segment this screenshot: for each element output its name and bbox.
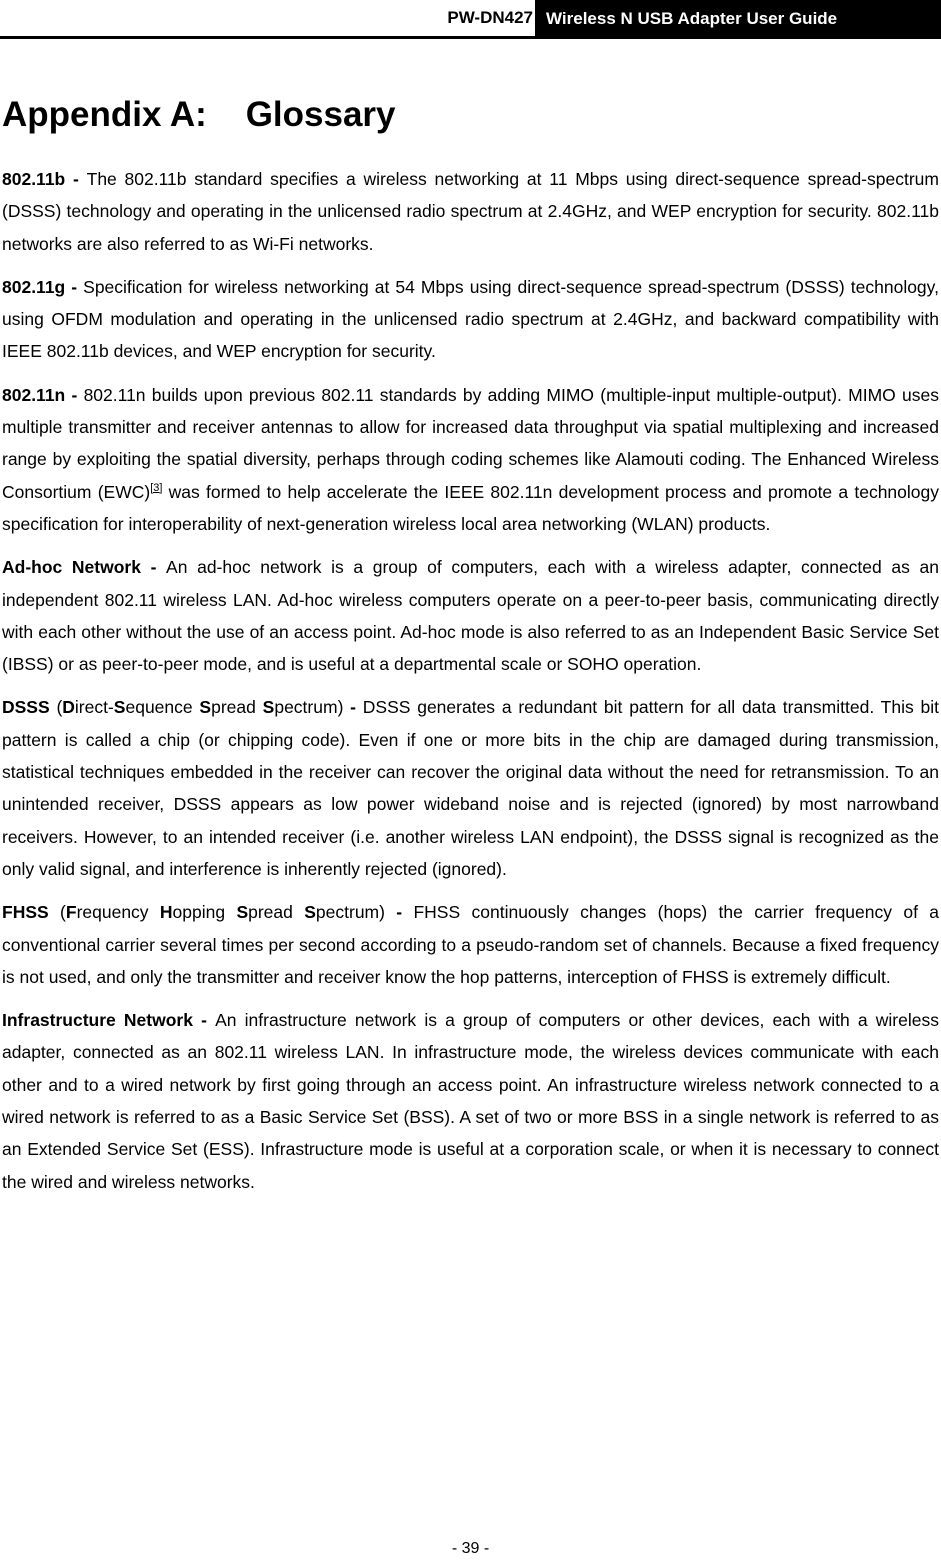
glossary-definition: 802.11n builds upon previous 802.11 standards by adding MIMO (multiple-input multiple-output). MIMO uses multiple transmitter and receiver antennas to allow for increased data throughput via spatial multiplexing and increased range by exploiting the spatial diversity, perhaps through coding schemes like Alamouti coding. The Enhanced Wireless Consortium (EWC) bbox=[2, 384, 939, 502]
expansion-initial: S bbox=[304, 902, 316, 923]
expansion-rest: requency bbox=[76, 902, 160, 923]
glossary-entry-80211n bbox=[2, 379, 939, 540]
glossary-definition: Specification for wireless networking at 54 Mbps using direct-sequence spread-spectrum (DSSS) technology, using OFDM modulation and operating in the unlicensed radio spectrum at 2.4GHz, and backward compatibility with IEEE 802.11b devices, and WEP encryption for security. bbox=[2, 276, 939, 362]
term-separator: - bbox=[65, 384, 84, 405]
glossary-definition: An infrastructure network is a group of computers or other devices, each with a wireless adapter, connected as an 802.11 wireless LAN. In infrastructure mode, the wireless devices communicate with each other and to a wired network by first going through an access point. An infrastructure wireless network connected to a wired network is referred to as a Basic Service Set (BSS). A set of two or more BSS in a single network is referred to as an Extended Service Set (ESS). Infrastructure mode is useful at a corporation scale, or when it is necessary to connect the wired and wireless networks. bbox=[2, 1010, 939, 1192]
glossary-entry-adhoc-network bbox=[2, 551, 939, 680]
term-separator: - bbox=[192, 1010, 216, 1031]
model-label: PW-DN427 bbox=[447, 8, 533, 27]
expansion-rest: pectrum bbox=[274, 697, 338, 718]
glossary-term: 802.11g bbox=[2, 276, 66, 297]
guide-title-tab: Wireless N USB Adapter User Guide bbox=[535, 0, 941, 38]
page-title: Appendix A: Glossary bbox=[2, 95, 396, 134]
glossary-entry-80211g bbox=[2, 271, 939, 368]
expansion-rest: pread bbox=[211, 697, 263, 718]
expansion-rest: pread bbox=[248, 902, 305, 923]
glossary-entry-80211b bbox=[2, 163, 939, 260]
glossary-term: 802.11n bbox=[2, 384, 66, 405]
page-header bbox=[0, 0, 941, 40]
page-number: - 39 - bbox=[451, 1540, 490, 1557]
footnote-reference-link[interactable]: [3] bbox=[150, 481, 163, 494]
expansion-initial: S bbox=[236, 902, 249, 923]
glossary-term: 802.11b bbox=[2, 169, 66, 189]
glossary-entry-infrastructure-network bbox=[2, 1004, 939, 1198]
term-separator: - bbox=[384, 902, 414, 923]
term-separator: - bbox=[343, 697, 363, 718]
expansion-initial: F bbox=[65, 902, 77, 923]
expansion-rest: irect- bbox=[74, 697, 114, 718]
glossary-definition: An ad-hoc network is a group of computers, each with a wireless adapter, connected as an independent 802.11 wireless LAN. Ad-hoc wireless computers operate on a peer-to-peer basis, communicating directly with each other without the use of an access point. Ad-hoc mode is also referred to as an Independent Basic Service Set (IBSS) or as peer-to-peer mode, and is useful at a departmental scale or SOHO operation. bbox=[2, 557, 939, 675]
expansion-initial: S bbox=[199, 697, 212, 718]
term-expansion: (Frequency Hopping Spread Spectrum) bbox=[60, 902, 385, 923]
glossary-term: FHSS bbox=[2, 902, 49, 923]
glossary-list bbox=[2, 163, 939, 1209]
expansion-initial: H bbox=[159, 902, 173, 923]
expansion-initial: S bbox=[262, 697, 275, 718]
term-separator: - bbox=[65, 169, 87, 189]
glossary-term: Infrastructure Network bbox=[2, 1010, 193, 1031]
glossary-entry-fhss bbox=[2, 896, 939, 993]
expansion-initial: D bbox=[62, 697, 75, 718]
glossary-term: DSSS bbox=[2, 697, 50, 718]
glossary-definition: FHSS continuously changes (hops) the carrier frequency of a conventional carrier several times per second according to a pseudo-random set of channels. Because a fixed frequency is not used, and only the transmitter and receiver know the hop patterns, interception of FHSS is extremely difficult. bbox=[2, 902, 940, 987]
glossary-definition: The 802.11b standard specifies a wireless networking at 11 Mbps using direct-sequence spread-spectrum (DSSS) technology and operating in the unlicensed radio spectrum at 2.4GHz, and WEP encryption for security. 802.11b networks are also referred to as Wi-Fi networks. bbox=[2, 169, 939, 254]
glossary-term: Ad-hoc Network bbox=[2, 557, 141, 578]
expansion-rest: opping bbox=[172, 902, 237, 923]
term-separator: - bbox=[65, 276, 84, 297]
expansion-rest: pectrum bbox=[315, 902, 380, 923]
header-rule bbox=[0, 36, 941, 39]
glossary-definition-continued: was formed to help accelerate the IEEE 802.11n development process and promote a technology specification for interoperability of next-generation wireless local area networking (WLAN) products. bbox=[2, 481, 939, 534]
term-expansion: (Direct-Sequence Spread Spectrum) bbox=[56, 697, 344, 718]
term-separator: - bbox=[140, 557, 167, 578]
expansion-rest: equence bbox=[125, 697, 200, 718]
glossary-entry-dsss bbox=[2, 691, 939, 885]
expansion-initial: S bbox=[113, 697, 126, 718]
glossary-definition: DSSS generates a redundant bit pattern for all data transmitted. This bit pattern is called a chip (or chipping code). Even if one or more bits in the chip are damaged during transmission, statistical techniques embedded in the receiver can recover the original data without the need for retransmission. To an unintended receiver, DSSS appears as low power wideband noise and is rejected (ignored) by most narrowband receivers. However, to an intended receiver (i.e. another wireless LAN endpoint), the DSSS signal is recognized as the only valid signal, and interference is inherently rejected (ignored). bbox=[2, 697, 939, 879]
